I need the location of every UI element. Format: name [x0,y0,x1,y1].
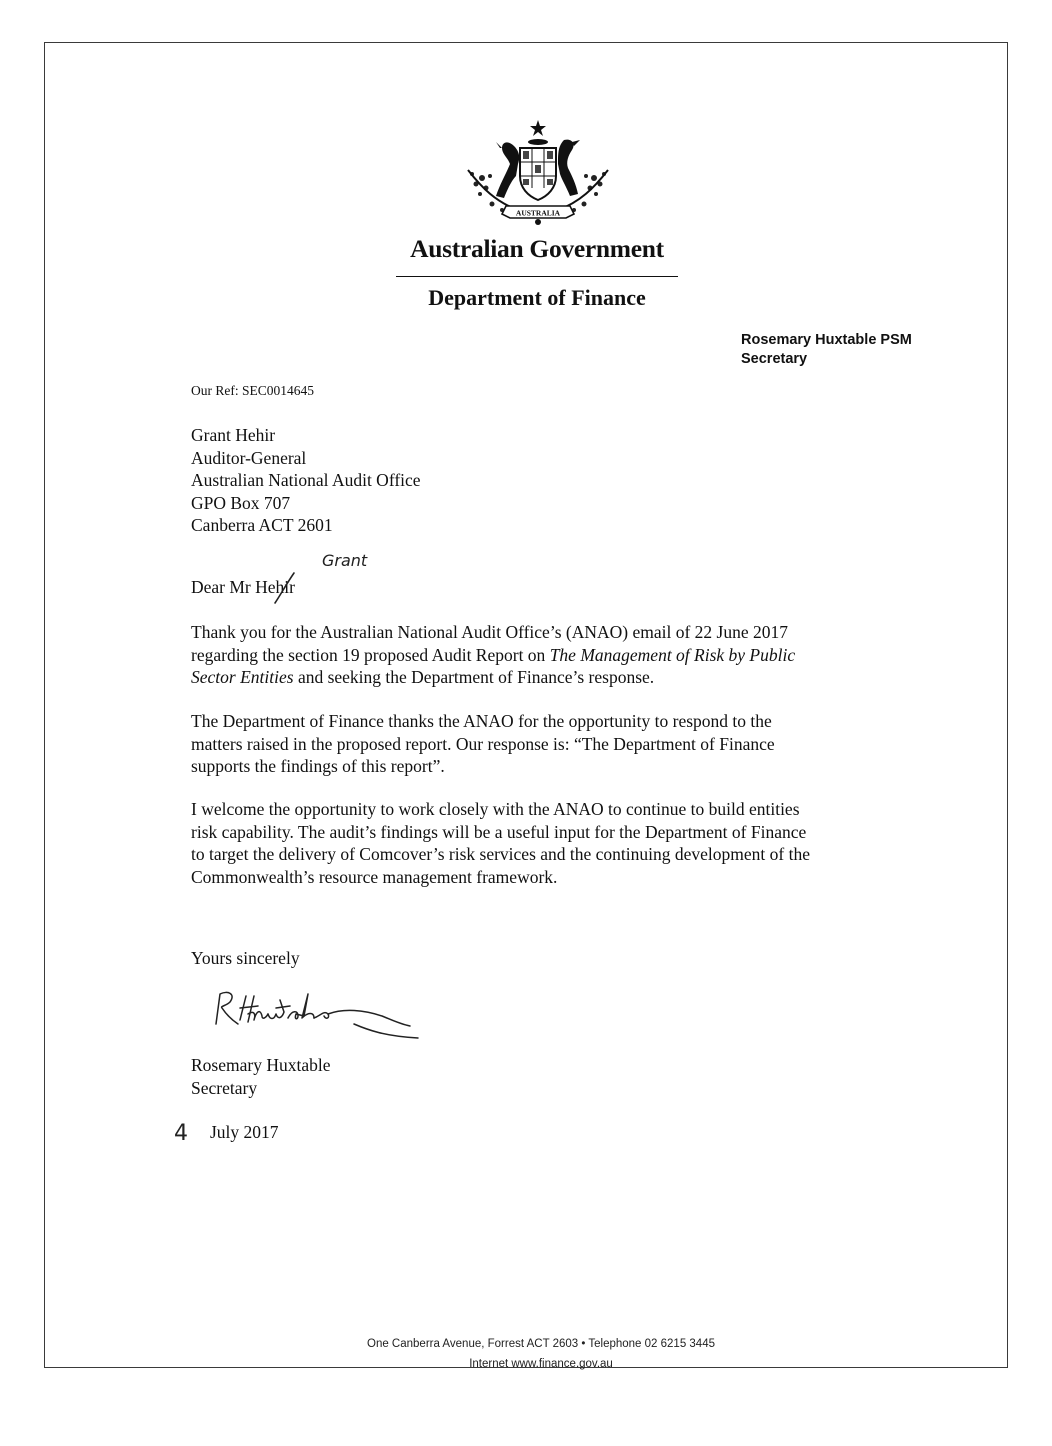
signatory-block [191,1054,330,1099]
recipient-address [191,424,421,537]
salutation: Dear Mr Hehir [191,577,295,597]
paragraph-line: to target the delivery of Comcover’s risk services and the continuing development of the [191,844,810,865]
letterhead-divider [396,276,678,277]
svg-text:4: 4 [174,1121,188,1146]
paragraph-line: I welcome the opportunity to work closely with the ANAO to continue to build entities [191,799,800,819]
government-title: Australian Government [410,234,664,263]
coat-of-arms-emblem [462,118,614,226]
signatory-name: Rosemary Huxtable [191,1055,331,1075]
recipient-line: Australian National Audit Office [191,470,421,491]
handwritten-strike-mark [272,570,298,606]
closing: Yours sincerely [191,948,300,968]
body-paragraph-3 [191,798,891,888]
handwritten-grant-correction [318,548,398,574]
paragraph-line: Commonwealth’s resource management framework. [191,866,558,887]
handwritten-day [172,1118,198,1148]
sender-title: Secretary [741,351,808,367]
paragraph-line: regarding the section 19 proposed Audit Report on The Management of Risk by Public [191,644,796,665]
emblem-scroll-text: AUSTRALIA [515,208,561,218]
recipient-line: Grant Hehir [191,425,276,445]
paragraph-line: risk capability. The audit’s findings will be a useful input for the Department of Finance [191,821,807,842]
sender-name: Rosemary Huxtable PSM [741,332,912,348]
recipient-line: Canberra ACT 2601 [191,515,333,536]
signature [204,984,424,1050]
signatory-title: Secretary [191,1077,258,1098]
reference-number: Our Ref: SEC0014645 [191,383,314,398]
footer-website: Internet www.finance.gov.au [469,1358,613,1370]
paragraph-line: matters raised in the proposed report. Our response is: “The Department of Finance [191,733,775,754]
department-title: Department of Finance [428,285,646,310]
sender-block [741,331,912,369]
recipient-line: GPO Box 707 [191,492,291,513]
paragraph-line: The Department of Finance thanks the ANAO for the opportunity to respond to the [191,711,772,731]
body-paragraph-1 [191,621,891,689]
report-title-italic: The Management of Risk by Public [549,644,796,665]
paragraph-line: Thank you for the Australian National Audit Office’s (ANAO) email of 22 June 2017 [191,622,788,642]
report-title-italic: Sector Entities [191,667,294,688]
svg-text:Grant: Grant [322,551,368,570]
body-paragraph-2 [191,710,891,778]
paragraph-line: supports the findings of this report”. [191,756,445,777]
paragraph-line: Sector Entities and seeking the Department of Finance’s response. [191,667,655,688]
footer-address: One Canberra Avenue, Forrest ACT 2603 • Telephone 02 6215 3445 [367,1338,715,1350]
recipient-line: Auditor-General [191,447,307,468]
letter-date: July 2017 [210,1122,279,1142]
